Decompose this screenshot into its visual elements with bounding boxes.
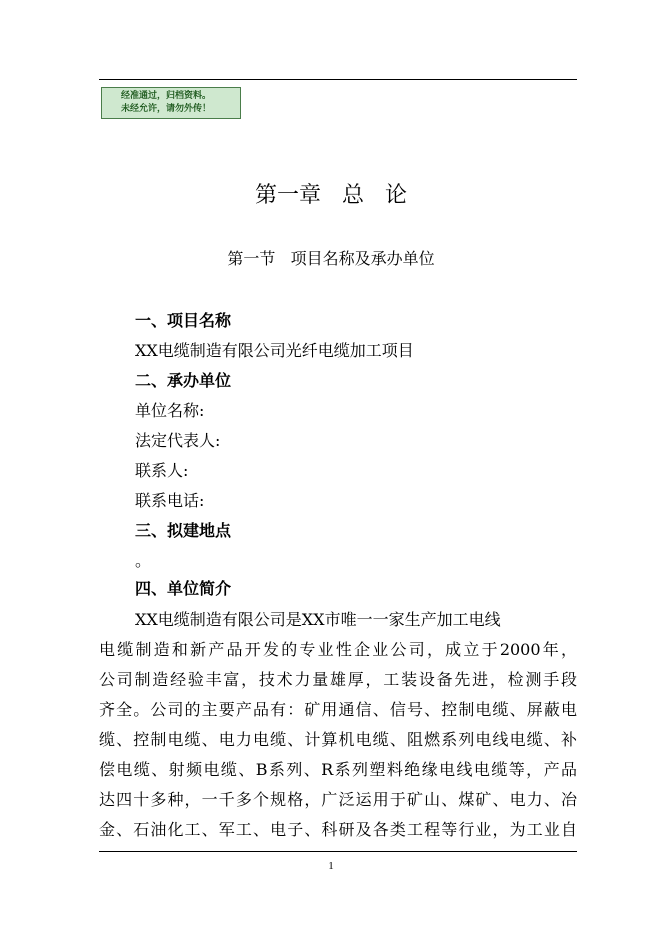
heading-site-location: 三、拟建地点: [135, 521, 232, 540]
section-title: 第一节 项目名称及承办单位: [227, 249, 435, 268]
paragraph-line: 公司制造经验丰富，技术力量雄厚，工装设备先进，检测手段: [99, 670, 577, 689]
notice-stamp: [101, 87, 241, 119]
site-location-text: 。: [135, 551, 152, 570]
contact-person-field: 联系人:: [135, 461, 189, 480]
paragraph-line: 齐全。公司的主要产品有：矿用通信、信号、控制电缆、屏蔽电: [99, 700, 577, 719]
project-name-text: XX电缆制造有限公司光纤电缆加工项目: [135, 341, 414, 360]
stamp-line-1: 经准通过，归档资料。: [121, 91, 212, 101]
paragraph-line: XX电缆制造有限公司是XX市唯一一家生产加工电线: [135, 610, 501, 629]
paragraph-line: 达四十多种，一千多个规格，广泛运用于矿山、煤矿、电力、冶: [99, 790, 577, 809]
footer-rule: [99, 851, 577, 852]
unit-introduction-paragraph: [99, 605, 577, 845]
heading-unit-introduction: 四、单位简介: [135, 579, 232, 598]
unit-name-field: 单位名称:: [135, 401, 205, 420]
paragraph-line: 缆、控制电缆、电力电缆、计算机电缆、阻燃系列电线电缆、补: [99, 730, 577, 749]
paragraph-line: 金、石油化工、军工、电子、科研及各类工程等行业，为工业自: [99, 820, 577, 839]
legal-representative-field: 法定代表人:: [135, 431, 221, 450]
heading-undertaking-unit: 二、承办单位: [135, 371, 232, 390]
paragraph-line: 电缆制造和新产品开发的专业性企业公司，成立于2000年，: [99, 640, 577, 659]
heading-project-name: 一、项目名称: [135, 311, 232, 330]
header-rule: [99, 79, 577, 80]
page-number: 1: [328, 860, 334, 872]
paragraph-line: 偿电缆、射频电缆、B系列、R系列塑料绝缘电线电缆等，产品: [99, 760, 577, 779]
stamp-line-2: 未经允许，请勿外传！: [121, 104, 212, 114]
contact-phone-field: 联系电话:: [135, 491, 205, 510]
chapter-title: 第一章 总 论: [255, 183, 407, 208]
